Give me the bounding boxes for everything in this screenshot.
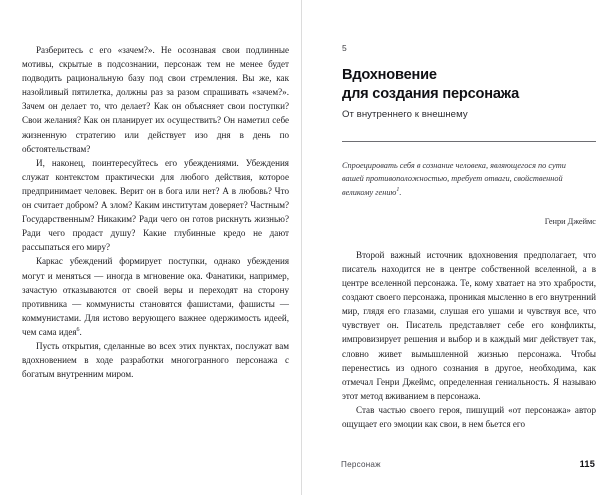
chapter-header-rule [342, 141, 596, 142]
chapter-title-line-1: Вдохновение [342, 67, 437, 83]
left-page-body-text [22, 43, 289, 381]
paragraph: Второй важный источник вдохновения предполагает, что писатель находится не в центре собственной вселенной, а в центре вселенной персонажа. Те, кому хватает на это храбрости, создают своего персонажа, проникая мысленно в его внутренний мир, глядя его глазами, слушая его ушами и чувствуя все, что чувствует он. Писатель представляет себе его конфликты, импровизирует решения и выбор и в каждый миг действует так, словно живет вымышленной жизнью персонажа. Чтобы перенестись из одного сознания в другое, необходима, как отмечал Генри Джеймс, определенная гениальность. Я называю этот метод вживанием в персонажа. [342, 249, 596, 401]
right-page [301, 0, 600, 495]
chapter-title [342, 66, 595, 104]
right-page-body-text [342, 248, 596, 431]
epigraph-footnote-marker[interactable]: 1 [396, 186, 400, 193]
chapter-subtitle: От внутреннего к внешнему [342, 109, 468, 120]
epigraph-tail: . [399, 187, 402, 197]
chapter-title-line-2: для создания персонажа [342, 86, 519, 102]
paragraph-tail: . [79, 326, 82, 337]
epigraph [342, 159, 582, 199]
paragraph: Разберитесь с его «зачем?». Не осознавая свои подлинные мотивы, скрытые в подсознании, персонаж тем не менее будет подводить рациональную базу под свои стремления. Вы же, как назойливый пятилетка, должны раз за разом спрашивать «зачем?». Зачем он делает то, что делает? Как он объясняет свои поступки? Свои желания? Как он планирует их осуществить? Он наметил себе жизненную стратегию или действует изо дня в день по обстоятельствам? [22, 45, 289, 154]
page-footer [341, 459, 595, 469]
footnote-marker[interactable]: 6 [76, 326, 80, 333]
running-head: Персонаж [341, 460, 381, 469]
page-number: 115 [579, 459, 595, 469]
paragraph-with-footnote [22, 254, 289, 339]
epigraph-attribution: Генри Джеймс [544, 216, 596, 226]
epigraph-text: Спроецировать себя в сознание человека, являющегося по сути вашей противоположностью, требует отваги, свойственной великому гению [342, 161, 566, 197]
paragraph: И, наконец, поинтересуйтесь его убеждениями. Убеждения служат контекстом практически для любого действия, которое предпринимает человек. Верит он в бога или нет? А в любовь? Что он считает добром? А злом? Каким институтам доверяет? Частным? Государственным? Никаким? Ради чего он готов рискнуть жизнью? Ради чего продаст душу? Какие глубинные кредо не дают рассыпаться его миру? [22, 157, 289, 253]
paragraph: Став частью своего героя, пишущий «от персонажа» автор ощущает его эмоции как свои, в нем бьется его [342, 404, 596, 430]
paragraph: Пусть открытия, сделанные во всех этих пунктах, послужат вам вдохновением в ходе разработки многогранного персонажа с богатым внутренним миром. [22, 340, 289, 380]
chapter-number: 5 [342, 43, 347, 53]
paragraph-text: Каркас убеждений формирует поступки, однако убеждения могут и меняться — иногда в мгновение ока. Фанатики, например, зачастую отказываются от своей веры и переходят на сторону противника — коммунисты становятся фашистами, фашисты — коммунистами. Для истово верующего важнее одержимость идеей, чем сама идея [22, 256, 289, 337]
